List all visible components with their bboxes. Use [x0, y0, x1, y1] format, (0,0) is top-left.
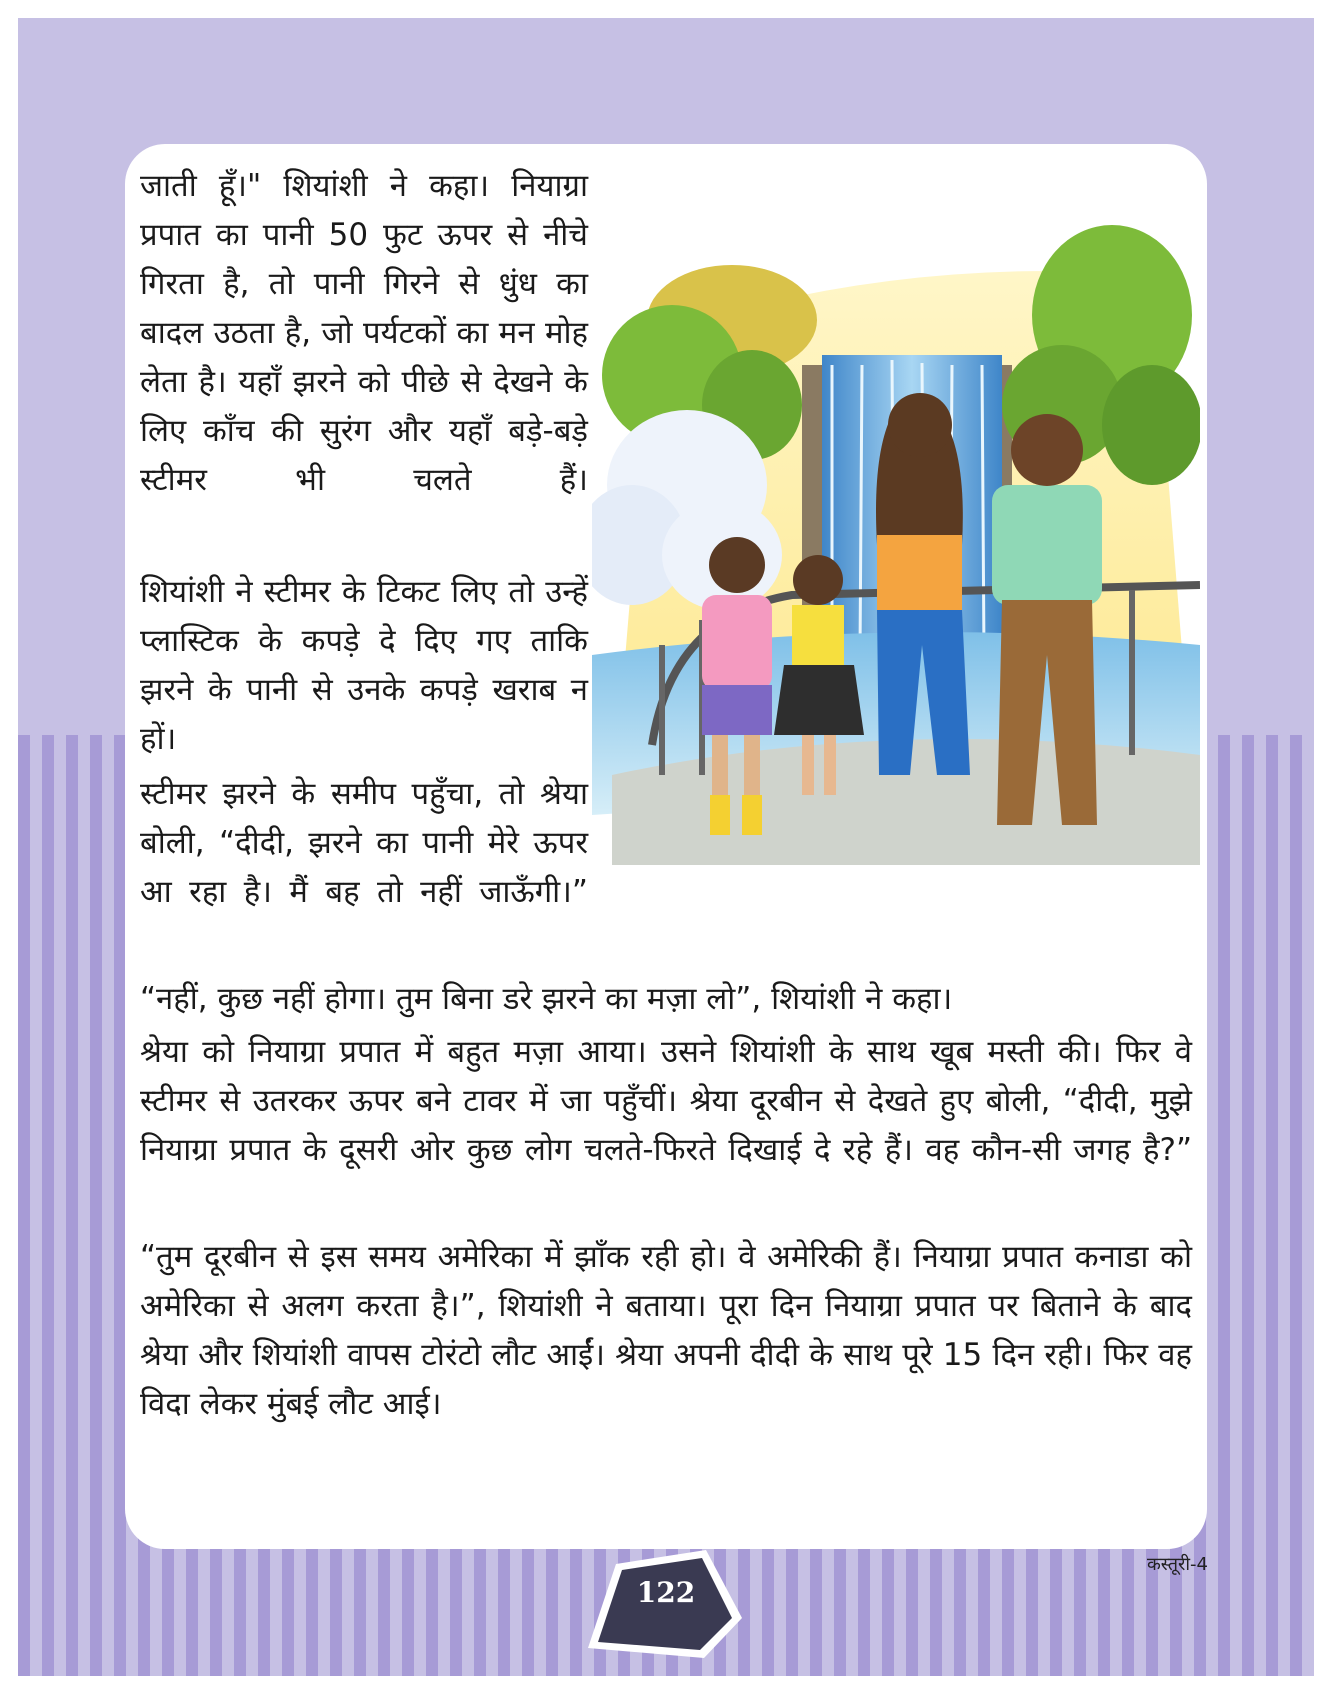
paragraph-4: “नहीं, कुछ नहीं होगा। तुम बिना डरे झरने का मज़ा लो”, शियांशी ने कहा।: [140, 981, 953, 1017]
book-title-footer: कस्तूरी-4: [1146, 1554, 1208, 1575]
paragraph-6: “तुम दूरबीन से इस समय अमेरिका में झाँक रही हो। वे अमेरिकी हैं। नियाग्रा प्रपात कनाडा को अमेरिका से अलग करता है।”, शियांशी ने बताया। पूरा दिन नियाग्रा प्रपात पर बिताने के बाद श्रेया और शियांशी वापस टोरंटो लौट आईं। श्रेया अपनी दीदी के साथ पूरे 15 दिन रही। फिर वह विदा लेकर मुंबई लौट आई।: [140, 1239, 1192, 1422]
paragraph-3: स्टीमर झरने के समीप पहुँचा, तो श्रेया बोली, “दीदी, झरने का पानी मेरे ऊपर आ रहा है। मैं बह तो नहीं जाऊँगी।”: [140, 776, 588, 910]
paragraph-5: श्रेया को नियाग्रा प्रपात में बहुत मज़ा आया। उसने शियांशी के साथ खूब मस्ती की। फिर वे स्टीमर से उतरकर ऊपर बने टावर में जा पहुँचीं। श्रेया दूरबीन से देखते हुए बोली, “दीदी, मुझे नियाग्रा प्रपात के दूसरी ओर कुछ लोग चलते-फिरते दिखाई दे रहे हैं। वह कौन-सी जगह है?”: [140, 1034, 1192, 1168]
paragraph-2: शियांशी ने स्टीमर के टिकट लिए तो उन्हें प्लास्टिक के कपड़े दे दिए गए ताकि झरने के पानी से उनके कपड़े खराब न हों।: [140, 574, 588, 757]
paragraph-1: जाती हूँ।" शियांशी ने कहा। नियाग्रा प्रपात का पानी 50 फुट ऊपर से नीचे गिरता है, तो पानी गिरने से धुंध का बादल उठता है, जो पर्यटकों का मन मोह लेता है। यहाँ झरने को पीछे से देखने के लिए काँच की सुरंग और यहाँ बड़े-बड़े स्टीमर भी चलते हैं।: [140, 168, 588, 498]
waterfall-family-illustration: [592, 215, 1200, 865]
page-number: 122: [636, 1576, 696, 1609]
